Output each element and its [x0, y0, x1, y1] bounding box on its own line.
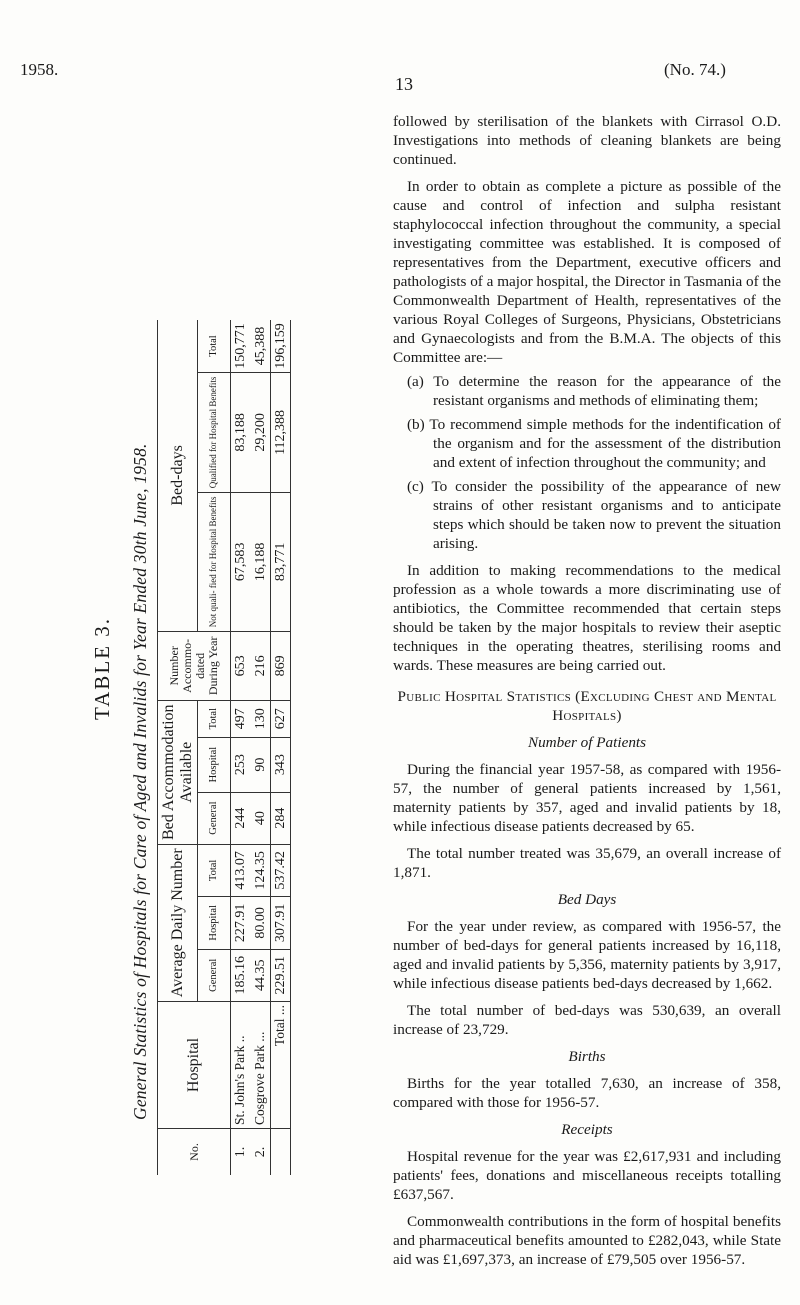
not-qualified: 67,583	[231, 492, 251, 631]
avg-general: 185.16	[231, 949, 251, 1001]
bed-accom-line2: Available	[177, 741, 195, 803]
avg-total: 537.42	[270, 844, 290, 896]
subheading: Bed Days	[557, 891, 617, 908]
col-hospital: Hospital	[158, 1002, 231, 1129]
bed-total: 130	[251, 700, 271, 737]
bed-general: 244	[231, 792, 251, 844]
bed-general: 284	[270, 792, 290, 844]
days-total: 45,388	[251, 320, 271, 373]
header-year: 1958.	[20, 60, 59, 79]
avg-total-header: Total	[198, 844, 231, 896]
days-total-header: Total	[198, 320, 231, 373]
row-hospital-name: Total ...	[270, 1002, 290, 1129]
statistics-table	[157, 320, 337, 1175]
paragraph: The total number of bed-days was 530,639, an overall increase of 23,729.	[393, 1002, 781, 1038]
col-average-daily-number: Average Daily Number	[158, 844, 198, 1001]
paragraph: In addition to making recommendations to the medical profession as a whole towards a more discriminating use of antibiotics, the Committee recommended that certain steps should be taken by the major hospitals to review their aseptic techniques in the operating theatres, sterilising rooms and wards. These measures are being carried out.	[393, 562, 781, 674]
bed-hospital: 253	[231, 737, 251, 792]
table-label: TABLE 3.	[90, 617, 114, 720]
subheading: Receipts	[561, 1121, 613, 1138]
bed-total: 497	[231, 700, 251, 737]
list-item: (c) To consider the possibility of the appearance of new strains of other resistant organisms and to anticipate steps which should be taken now to prevent the situation arising.	[407, 478, 781, 552]
bed-hospital: 343	[270, 737, 290, 792]
not-qualified-header: Not quali- fied for Hospital Benefits	[198, 492, 231, 631]
row-no: 1.	[233, 1146, 249, 1158]
bed-total-header: Total	[198, 700, 231, 737]
qualified: 112,388	[270, 373, 290, 493]
not-qualified: 16,188	[251, 492, 271, 631]
paragraph: followed by sterilisation of the blankets with Cirrasol O.D. Investigations into methods of cleaning blankets are being continued.	[393, 113, 781, 168]
avg-total: 124.35	[251, 844, 271, 896]
accommodated: 216	[251, 631, 271, 700]
bed-total: 627	[270, 700, 290, 737]
col-bed-accommodation	[158, 700, 198, 844]
avg-hospital: 227.91	[231, 897, 251, 949]
avg-general-header: General	[198, 949, 231, 1001]
bed-hospital: 90	[251, 737, 271, 792]
paragraph: The total number treated was 35,679, an overall increase of 1,871.	[393, 845, 781, 881]
qualified-header: Qualified for Hospital Benefits	[198, 373, 231, 493]
avg-hospital: 307.91	[270, 897, 290, 949]
avg-hospital-header: Hospital	[198, 897, 231, 949]
bed-general-header: General	[198, 792, 231, 844]
text-column	[393, 112, 781, 1269]
row-no	[270, 1129, 290, 1176]
table-row	[251, 320, 271, 1175]
paragraph: For the year under review, as compared with 1956-57, the number of bed-days for general patients increased by 16,118, aged and invalid patients by 5,356, maternity patients by 3,917, while infectious disease patients bed-days decreased by 1,662.	[393, 918, 781, 992]
subheading: Births	[568, 1048, 606, 1065]
avg-total: 413.07	[231, 844, 251, 896]
row-no: 2.	[252, 1146, 268, 1158]
accommodated: 869	[270, 631, 290, 700]
paragraph: In order to obtain as complete a picture as possible of the cause and control of infection and sulpha resistant staphylococcal infection throughout the community, a special investigating committee was established. It is composed of representatives from the Department, executive officers and pathologists of a major hospital, the Director in Tasmania of the Commonwealth Department of Health, representatives of the various Royal Colleges of Surgeons, Physicians, Obstetricians and Gynaecologists and from the B.M.A. The objects of this Committee are:—	[393, 178, 781, 366]
table-row	[231, 320, 251, 1175]
not-qualified: 83,771	[270, 492, 290, 631]
accommodated: 653	[231, 631, 251, 700]
paragraph: Hospital revenue for the year was £2,617,931 and including patients' fees, donations and miscellaneous receipts totalling £637,567.	[393, 1148, 781, 1203]
bed-hospital-header: Hospital	[198, 737, 231, 792]
paragraph: Commonwealth contributions in the form of hospital benefits and pharmaceutical benefits amounted to £282,043, while State aid was £1,697,373, an increase of £79,505 over 1956-57.	[393, 1213, 781, 1268]
bed-general: 40	[251, 792, 271, 844]
bed-accom-line1: Bed Accommodation	[160, 704, 177, 840]
avg-general: 229.51	[270, 949, 290, 1001]
qualified: 29,200	[251, 373, 271, 493]
paragraph: Births for the year totalled 7,630, an increase of 358, compared with those for 1956-57.	[393, 1075, 781, 1111]
list-item: (b) To recommend simple methods for the indentification of the organism and for the assessment of the distribution and extent of infection throughout the community; and	[407, 416, 781, 471]
table-title: General Statistics of Hospitals for Care of Aged and Invalids for Year Ended 30th June, 1958.	[130, 443, 150, 1120]
avg-general: 44.35	[251, 949, 271, 1001]
section-heading: Public Hospital Statistics (Excluding Chest and Mental Hospitals)	[397, 688, 777, 724]
qualified: 83,188	[231, 373, 251, 493]
col-no: No.	[186, 1143, 201, 1161]
subheading: Number of Patients	[527, 734, 647, 751]
list-item: (a) To determine the reason for the appearance of the resistant organisms and methods of eliminating them;	[407, 373, 781, 409]
table-row-total	[270, 320, 290, 1175]
days-total: 196,159	[270, 320, 290, 373]
row-hospital-name: St. John's Park ..	[231, 1002, 251, 1129]
paragraph: During the financial year 1957-58, as compared with 1956-57, the number of general patients increased by 1,561, maternity patients by 357, aged and invalid patients by 18, while infectious disease patients decreased by 65.	[393, 761, 781, 835]
row-hospital-name: Cosgrove Park ...	[251, 1002, 271, 1129]
col-bed-days: Bed-days	[158, 320, 198, 631]
avg-hospital: 80.00	[251, 897, 271, 949]
days-total: 150,771	[231, 320, 251, 373]
page-number: 13	[395, 74, 413, 94]
paper-number: (No. 74.)	[664, 60, 726, 79]
col-number-accommodated: Number Accommo- dated During Year	[158, 631, 231, 700]
